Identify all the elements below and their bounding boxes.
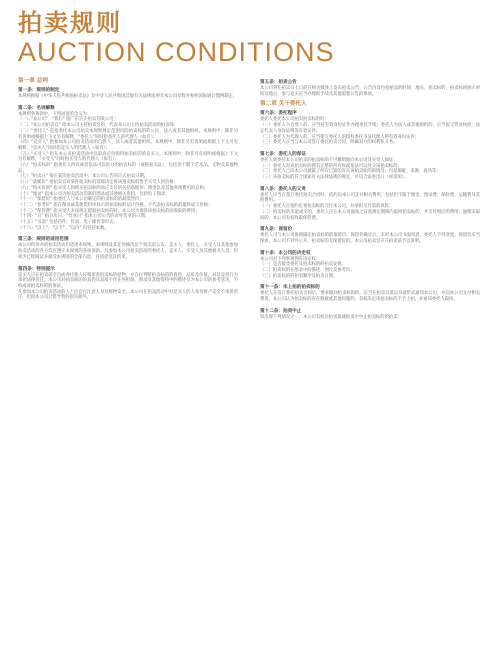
left-column (18, 78, 238, 301)
rule-paragraph: （十四）"日" 指日历日；"营业日" 指本公司公告的对外营业的日期； (18, 214, 149, 220)
rule-paragraph: （一）委托人应按约定将拍卖标的交付本公司，并承担交付前的风险； (260, 204, 394, 210)
rule-paragraph: （一）"本公司"、"我们" 指广东崇正拍卖有限公司； (18, 117, 118, 123)
rule-paragraph: （三）该拍卖标的符合国家有关法律法规的规定，可以合法进出口（如适用）。 (260, 175, 409, 181)
rule-paragraph: 本公司将在拍卖日七日前在相关媒体上发布拍卖公告，公告内容包括拍卖的时间、地点、拍卖标的、拍卖标的展示时间及地点、参与竞买应当办理的手续及其他需要公告的事项。 (260, 86, 480, 97)
rule-paragraph: （三）拍卖标的的拍卖顺序及拍卖日期。 (260, 273, 338, 279)
rule-paragraph: （二）拍卖标的在图录中的描述、图片及参考价； (260, 268, 355, 274)
rule-paragraph: （七）"拍卖日" 指在某次拍卖活动中，本公司公告的正式拍卖日期； (18, 174, 148, 180)
rule-paragraph: 委托人应当在签订委托拍卖合同时，依约向本公司支付相关费用，包括但不限于佣金、图录费、保险费、运输费及其他费用。 (260, 192, 480, 204)
section-heading: 第七条：委托人的保证 (260, 151, 306, 157)
spacer (18, 100, 238, 104)
section-heading: 第十二条：拍卖中止 (260, 308, 302, 314)
rule-paragraph: 竞买人应在拍卖前亲自或委托他人仔细审查拍卖标的原物，并自行判断拍卖标的的真伪、品质及价值，对其竞投行为承担法律责任。本公司对拍卖标的的真伪及品质不作任何担保。图录及其他资料中的描述仅为本公司的参考意见，不构成对拍卖标的的保证。 (18, 272, 238, 289)
rule-paragraph: （十一）"保留价" 指委托人与本公司确定的拍卖标的的最低售价； (18, 197, 144, 203)
section-heading: 第六条：委托程序 (260, 111, 297, 117)
spacer (260, 181, 480, 185)
rule-paragraph: 委托人在签订委托拍卖合同后，要求撤回拍卖标的的，应当在拍卖日前以书面形式通知本公司，并向本公司支付相关费用。本公司认为拍卖标的存在瑕疵或其他问题的，有权决定该拍卖标的不予上拍，并通知委托人取回。 (260, 291, 480, 303)
section-heading: 第九条：保留价 (260, 227, 293, 233)
spacer (260, 303, 480, 307)
section-heading: 第一条：规则的制定 (18, 88, 60, 93)
section-heading: 第十一条：未上拍的拍卖标的 (260, 285, 320, 291)
rule-paragraph: （十六）"以上"、"以下"、"以内" 均包括本数。 (18, 225, 109, 231)
rule-paragraph: （六）"拍卖标的" 指委托人所有或者依法可以处分的拍卖标的（或称拍卖品），包括但不限于艺术品、文物及其他物品； (18, 163, 238, 174)
chapter-heading: 第一章 总则 (18, 78, 48, 84)
rule-paragraph: （四）"竞买人" 指参加本公司拍卖活动的自然人、法人或者其他组织。本规则中，除非另有说明或根据上下文另有解释，"竞买人"同时指竞买人的代理人（如有）； (18, 140, 238, 151)
spacer (18, 231, 238, 235)
section-heading: 第四条：特别提示 (18, 266, 55, 272)
chapter-heading: 第二章 关于委托人 (260, 101, 307, 108)
rule-paragraph: 凡参加本公司拍卖活动的人士应自行注意人身及财物安全。本公司在拍卖活动中对竞买人的人身及财产安全不承担责任，但因本公司过错导致的损失除外。 (18, 289, 238, 301)
rule-paragraph: （一）委托人为自然人的，应当持有效身份证件办理委托手续；委托人为法人或其他组织的，应当提交营业执照、法定代表人身份证明等有效证件； (260, 123, 480, 134)
spacer (260, 221, 480, 225)
rule-paragraph: 本公司所举办的拍卖活动均适用本规则。本规则及其任何修改应于拍卖前公布。竞买人、委托人、买受人及其他参加拍卖活动的各方均应遵守本规则的各项条款。凡参加本公司拍卖活动的委托人、竞买人、买受人及其他相关人员，均视为已经阅读并接受本规则的全部内容，并同意受其约束。 (18, 243, 238, 260)
rule-paragraph: 如出现下列情况之一，本公司有权在拍卖前或拍卖中中止拍卖标的的拍卖： (260, 314, 402, 320)
rule-paragraph: （二）委托人已向本公司披露了所有已知的有关该拍卖标的的情况，包括瑕疵、来源、真伪等； (260, 169, 441, 175)
rule-paragraph: （九）"购买价款" 指买受人因购买拍卖标的而应支付的包括落槌价、佣金以及其他各项费用的总和； (18, 185, 209, 191)
rule-paragraph: （二）委托人为代理人的，应当提交委托人的授权委托书及代理人的有效身份证件； (260, 134, 419, 140)
rule-paragraph: （十五）"书面" 包括信件、传真、电子邮件等形式； (18, 220, 118, 226)
rule-paragraph: （一）是否接受委托及拍卖标的的拍卖安排； (260, 262, 346, 268)
rule-paragraph: 本规则根据《中华人民共和国拍卖法》及中华人民共和国其他有关法律法规及本公司章程并参照国际通行惯例制定。 (18, 94, 238, 99)
rule-paragraph: （十二）"参考价" 指在图录或其他资料中标示的拍卖标的估计价格，不代表拍卖标的的最终成交价格； (18, 202, 213, 208)
section-heading: 第八条：委托人的义务 (260, 186, 306, 192)
spacer (260, 245, 480, 249)
section-heading: 第二条：名词解释 (18, 105, 55, 111)
spacer (260, 146, 480, 150)
rule-paragraph: （十）"图录" 指本公司为拍卖活动印制的图录或其他相关资料，包括电子图录； (18, 191, 170, 197)
title-zh: 拍卖规则 (18, 9, 122, 37)
rule-paragraph: （五）"买受人" 指在本公司拍卖活动中以最高应价购得拍卖标的的竞买人。本规则中，除非另有说明或根据上下文另有解释，"买受人"同时指买受人的代理人（如有）； (18, 151, 238, 163)
rule-paragraph: 本公司对下列事项拥有决定权： (260, 256, 321, 262)
spacer (18, 261, 238, 265)
rule-paragraph: 本规则各条款中，下列词语的含义为： (18, 111, 92, 117)
rule-paragraph: （十三）"保管费" 指买受人未按规定提取拍卖标的时，本公司为保管该拍卖标的而收取的费用； (18, 208, 200, 214)
title-en: AUCTION CONDITIONS (18, 37, 335, 67)
rule-paragraph: （三）"委托人" 是指委托本公司拍卖本规则规定范围内的拍卖标的的公民、法人或者其他组织。本规则中，除非另有说明或根据上下文另有解释，"委托人"同时指委托人的代理人（如有）； (18, 128, 238, 140)
rule-paragraph: （二）"本公司拍卖官" 指本公司主持拍卖会的、代表本公司主持拍卖活动的拍卖师； (18, 123, 179, 129)
rule-paragraph: （三）委托人应当与本公司签订委托拍卖合同，明确双方的权利和义务。 (260, 140, 398, 146)
rule-paragraph: （一）委托人对该拍卖标的拥有完整的所有权或依法可以处分该拍卖标的； (260, 163, 402, 169)
section-heading: 第十条：本公司的决定权 (260, 250, 311, 256)
section-heading: 第五条：拍卖公告 (260, 80, 297, 85)
spacer (260, 279, 480, 283)
section-heading: 第三条：规则的适用范围 (18, 237, 69, 243)
rule-paragraph: 委托人可与本公司协商确定拍卖标的的保留价。保留价确定后，未经本公司书面同意，委托人不得变更。保留价应当保密，本公司不对外公开。拍卖标的无保留价的，本公司拍卖官应在拍卖前予以说明。 (260, 233, 480, 244)
rule-paragraph: （二）拍卖标的未能成交的，委托人应在本公司通知之日起规定期限内取回拍卖标的，并支付相应的费用；逾期未取回的，本公司有权收取保管费。 (260, 209, 480, 221)
right-column (260, 78, 480, 321)
rule-paragraph: （八）"落槌价" 指拍卖官对某件拍卖标的落槌决定将该拍卖标的售予买受人的价格； (18, 180, 179, 186)
rule-paragraph: 委托人就委托本公司拍卖的拍卖标的不可撤销地向本公司及买受人保证： (260, 157, 398, 163)
rule-paragraph: 委托人委托本公司拍卖拍卖标的时： (260, 117, 329, 123)
